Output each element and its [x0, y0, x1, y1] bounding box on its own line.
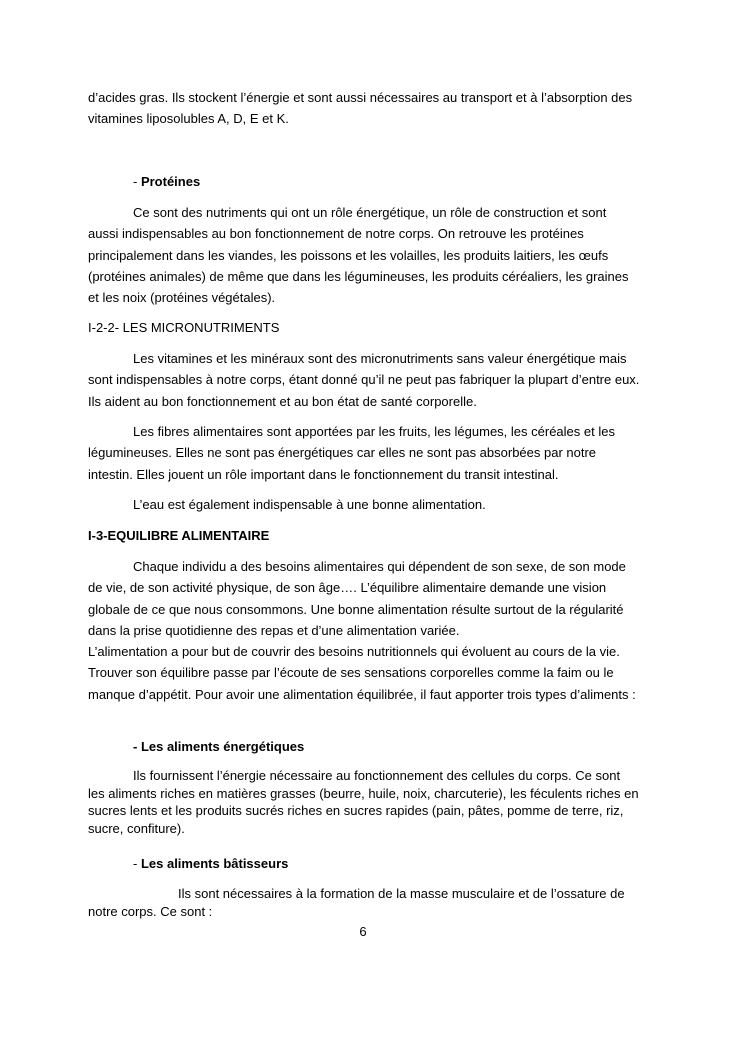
batisseurs-dash: - [133, 856, 141, 871]
proteines-heading-line [88, 171, 640, 192]
continuation-paragraph: d’acides gras. Ils stockent l’énergie et sont aussi nécessaires au transport et à l’absorption des vitamines liposolubles A, D, E et K. [88, 90, 633, 127]
equilibre-heading: I-3-EQUILIBRE ALIMENTAIRE [88, 528, 270, 543]
proteines-heading: Protéines [140, 174, 201, 189]
proteines-dash: - [133, 174, 141, 189]
equilibre-paragraph-2: L’alimentation a pour but de couvrir des besoins nutritionnels qui évoluent au cours de la vie. Trouver son équilibre passe par l’écoute de ses sensations corporelles comme la faim ou le manque d’appétit. Pour avoir une alimentation équilibrée, il faut apporter trois types d’aliments : [88, 644, 636, 702]
equilibre-paragraph-1: Chaque individu a des besoins alimentaires qui dépendent de son sexe, de son mode de vie, de son activité physique, de son âge…. L’équilibre alimentaire demande une vision globale de ce que nous consommons. Une bonne alimentation résulte surtout de la régularité dans la prise quotidienne des repas et d’une alimentation variée. [88, 559, 626, 638]
page-number: 6 [359, 924, 367, 939]
micronutriments-paragraph: Les vitamines et les minéraux sont des micronutriments sans valeur énergétique mais sont indispensables à notre corps, étant donné qu’il ne peut pas fabriquer la plupart d’entre eux. Ils aident au bon fonctionnement et au bon état de santé corporelle. [88, 351, 640, 409]
batisseurs-heading-line [88, 853, 640, 874]
batisseurs-paragraph: Ils sont nécessaires à la formation de la masse musculaire et de l’ossature de notre corps. Ce sont : [88, 886, 625, 919]
energetiques-heading: - Les aliments énergétiques [133, 739, 305, 754]
energetiques-paragraph: Ils fournissent l’énergie nécessaire au fonctionnement des cellules du corps. Ce sont les aliments riches en matières grasses (beurre, huile, noix, charcuterie), les féculents riches en sucres lents et les produits sucrés riches en sucres rapides (pain, pâtes, pomme de terre, riz, sucre, confiture). [88, 768, 639, 836]
proteines-paragraph: Ce sont des nutriments qui ont un rôle énergétique, un rôle de construction et sont aussi indispensables au bon fonctionnement de notre corps. On retrouve les protéines principalement dans les viandes, les poissons et les volailles, les produits laitiers, les œufs (protéines animales) de même que dans les légumineuses, les produits céréaliers, les graines et les noix (protéines végétales). [88, 205, 629, 306]
fibres-paragraph: Les fibres alimentaires sont apportées par les fruits, les légumes, les céréales et les légumineuses. Elles ne sont pas énergétiques car elles ne sont pas absorbées par notre intestin. Elles jouent un rôle important dans le fonctionnement du transit intestinal. [88, 424, 615, 482]
batisseurs-heading: Les aliments bâtisseurs [140, 856, 289, 871]
eau-paragraph: L’eau est également indispensable à une bonne alimentation. [133, 497, 486, 512]
micronutriments-heading: I-2-2- LES MICRONUTRIMENTS [88, 320, 280, 335]
